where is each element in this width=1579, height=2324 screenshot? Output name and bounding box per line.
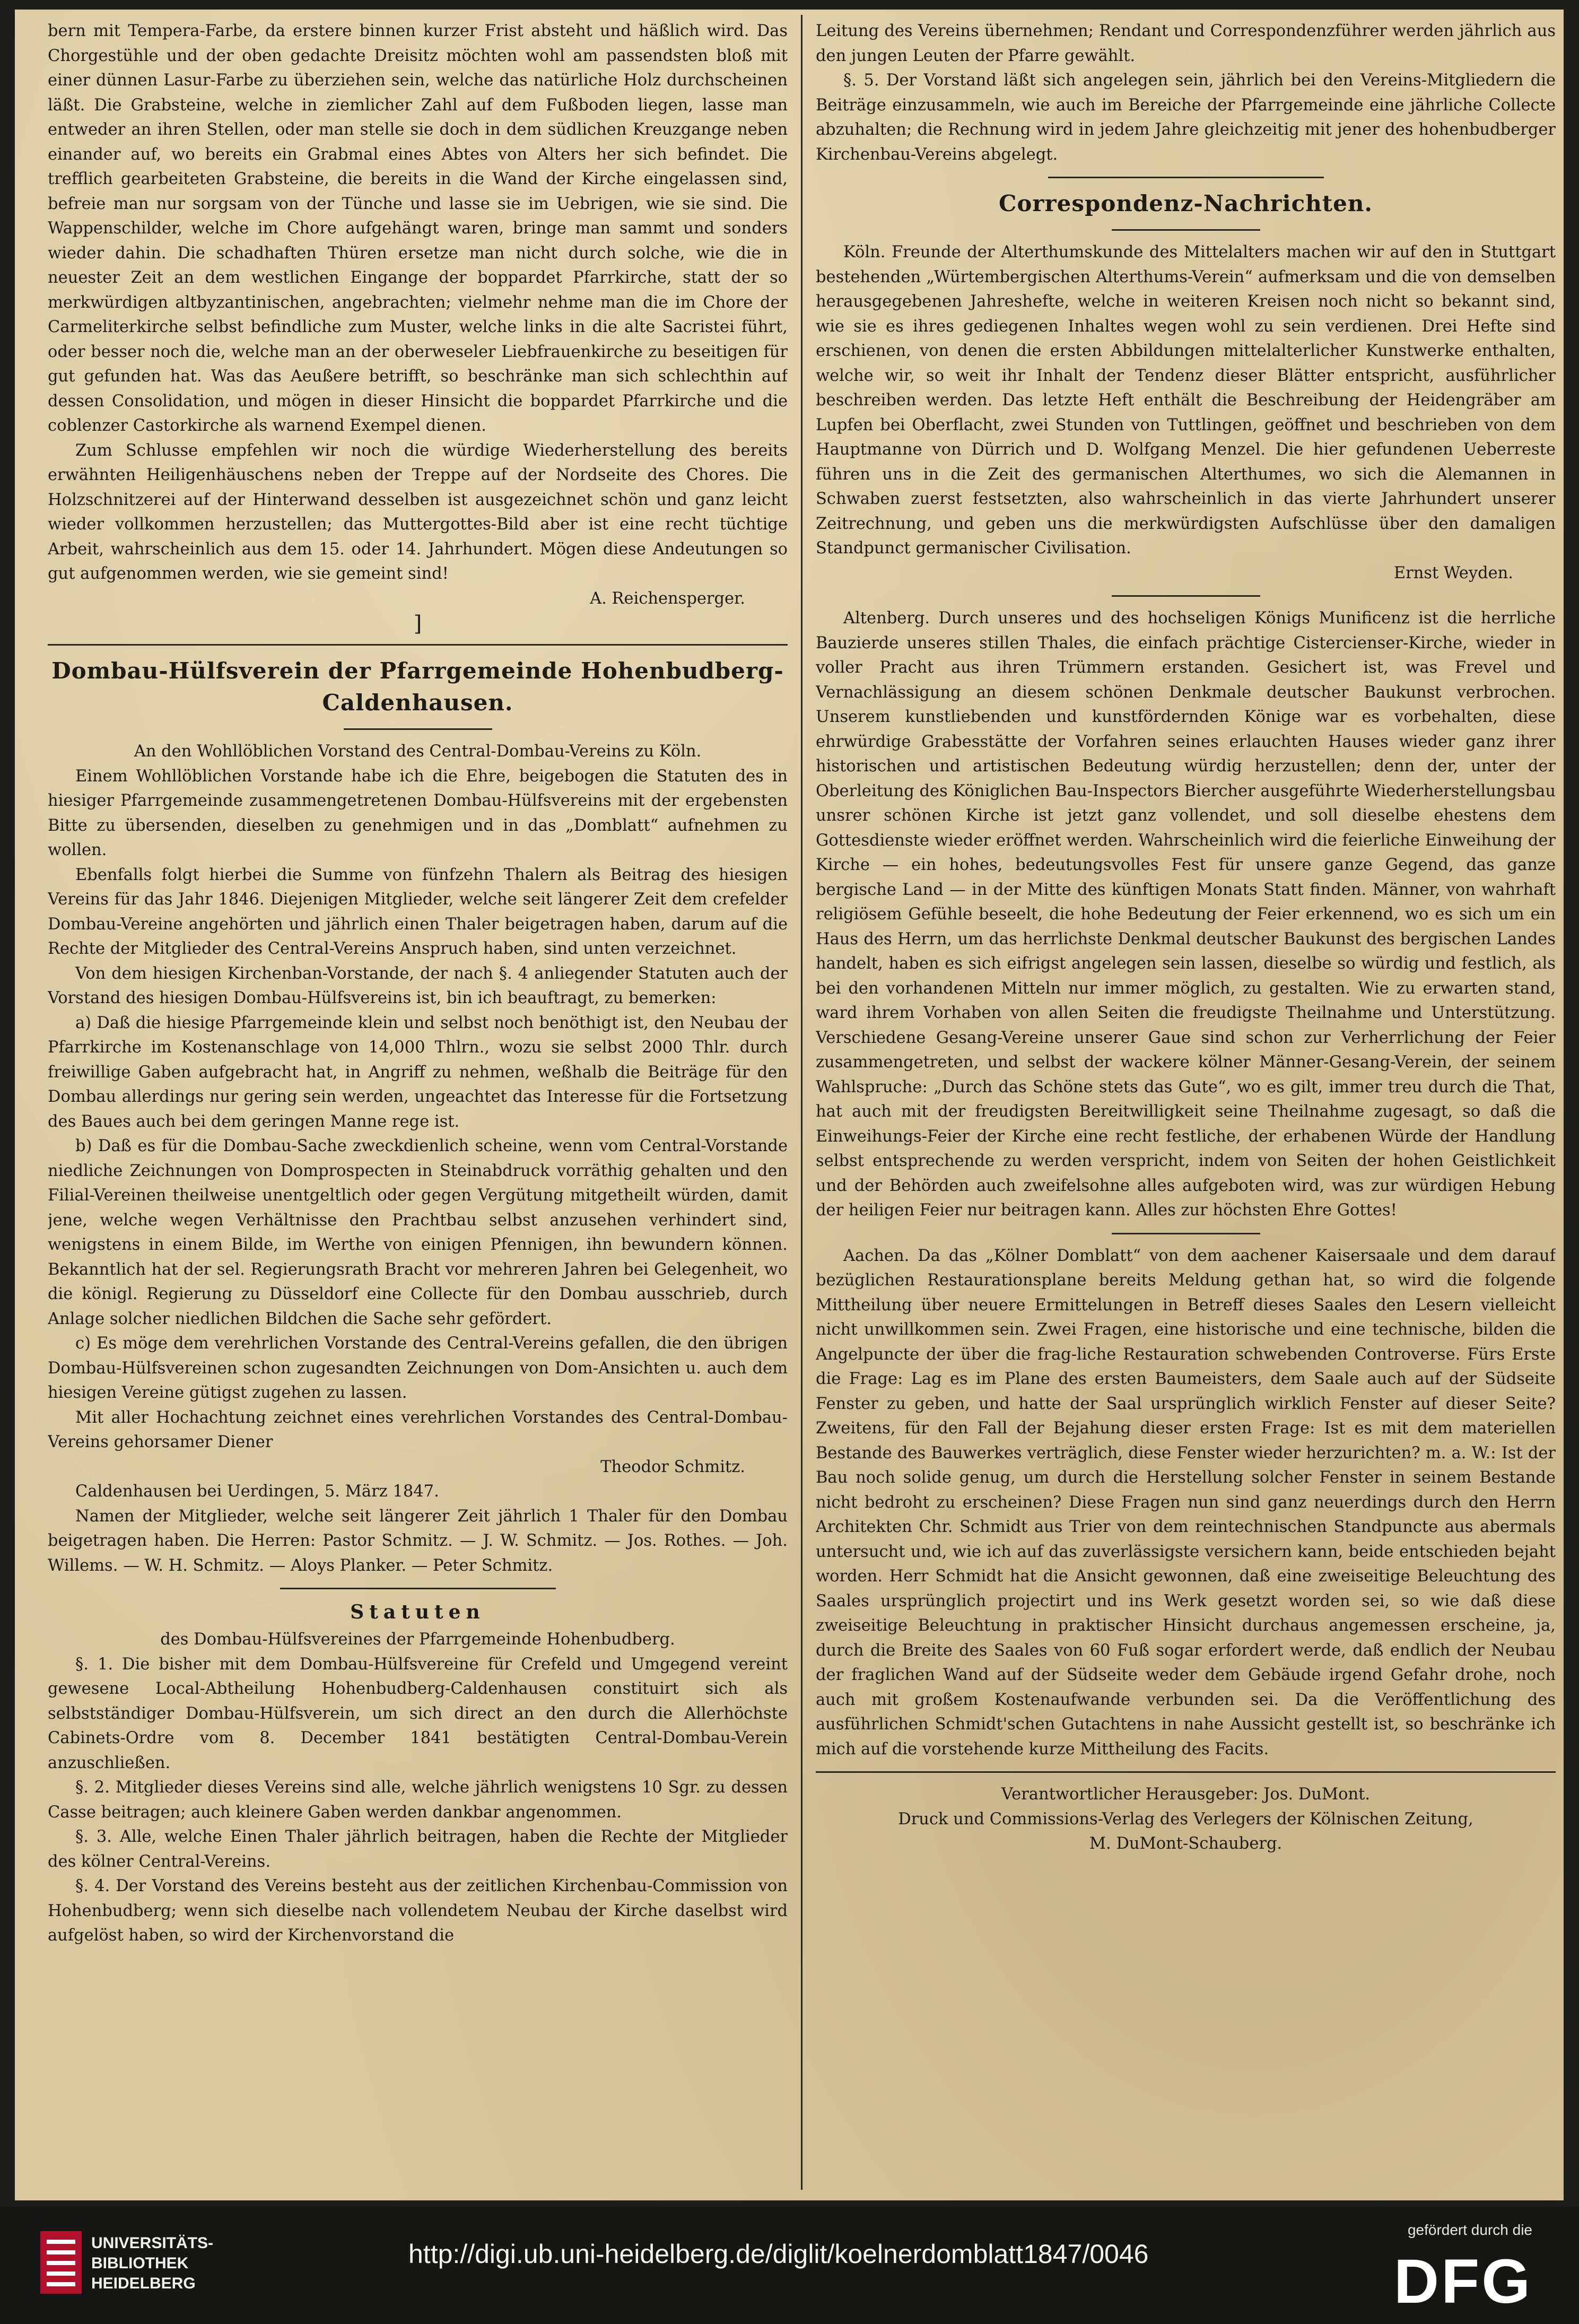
viewer-footer [0, 2207, 1579, 2324]
paragraph: Ebenfalls folgt hierbei die Summe von fünfzehn Thalern als Beitrag des hiesigen Vereins für das Jahr 1846. Diejenigen Mitglieder, welche seit längerer Zeit dem crefelder Dombau-Vereine angehörten und jährlich einen Thaler beigetragen haben, darum auf die Rechte der Mitglieder des Central-Vereins Anspruch haben, sind unten verzeichnet. [48, 865, 788, 958]
statuten-subtitle: des Dombau-Hülfsvereines der Pfarrgemeinde Hohenbudberg. [160, 1630, 675, 1649]
statute-4: §. 4. Der Vorstand des Vereins besteht aus der zeitlichen Kirchenbau-Commission von Hohenbudberg; wenn sich dieselbe nach vollendetem Neubau der Kirche daselbst wird aufgelöst haben, so wird der Kirchenvorstand die [48, 1877, 788, 1945]
column-rule [801, 15, 802, 2190]
imprint-editor: Verantwortlicher Herausgeber: Jos. DuMont. [1001, 1785, 1371, 1804]
left-column [48, 19, 788, 2184]
paragraph: Zum Schlusse empfehlen wir noch die würdige Wiederherstellung des bereits erwähnten Heiligenhäuschens neben der Treppe auf der Nordseite des Chores. Die Holzschnitzerei auf der Hinterwand desselben ist ausgezeichnet schön und ganz leicht wieder vollkommen herzustellen; das Muttergottes-Bild aber ist eine recht tüchtige Arbeit, wahrscheinlich aus dem 15. oder 14. Jahrhundert. Mögen diese Andeutungen so gut aufgenommen werden, wie sie gemeint sind! [48, 441, 788, 583]
imprint-publisher: Druck und Commissions-Verlag des Verlegers der Kölnischen Zeitung, [898, 1809, 1473, 1829]
paragraph: Mit aller Hochachtung zeichnet eines verehrlichen Vorstandes des Central-Dombau-Vereins gehorsamer Diener [48, 1408, 788, 1451]
separator-rule [1112, 595, 1260, 597]
paragraph-c: c) Es möge dem verehrlichen Vorstande des Central-Vereins gefallen, die den übrigen Dombau-Hülfsvereinen schon zugesandten Zeichnungen von Dom-Ansichten u. auch dem hiesigen Vereine gütigst zugehen zu lassen. [48, 1334, 788, 1402]
report-koeln: Köln. Freunde der Alterthumskunde des Mittelalters machen wir auf den in Stuttgart bestehenden „Würtembergischen Alterthums-Verein“ aufmerksam und die von demselben herausgegebenen Jahreshefte, welche in weiteren Kreisen noch nicht so bekannt sind, wie sie es ihres gediegenen Inhaltes wegen wohl zu sein verdienen. Drei Hefte sind erschienen, von denen die ersten Abbildungen mittelalterlicher Kunstwerke enthalten, welche wir, so weit ihr Inhalt der Tendenz dieser Blätter entspricht, ausführlicher beschreiben werden. Das letzte Heft enthält die Beschreibung der Heidengräber am Lupfen bei Oberflacht, zwei Stunden von Tuttlingen, geöffnet und beschrieben von dem Hauptmanne von Dürrich und D. Wolfgang Menzel. Die hier gefundenen Ueberreste führen uns in die Zeit des germanischen Alterthumes, wo sich die Alemannen in Schwaben zuerst festsetzten, also wahrscheinlich in das vierte Jahrhundert unserer Zeitrechnung, und geben uns die merkwürdigsten Aufschlüsse über den damaligen Standpunct germanischer Civilisation. [816, 243, 1556, 558]
heading-dombau-huelfsverein: Dombau-Hülfsverein der Pfarrgemeinde Hohenbudberg-Caldenhausen. [51, 658, 784, 716]
separator-rule [816, 1771, 1556, 1773]
separator-rule [1048, 177, 1324, 178]
dateline: Caldenhausen bei Uerdingen, 5. März 1847. [75, 1482, 439, 1501]
university-library-label [91, 2233, 213, 2294]
separator-rule [1112, 229, 1260, 231]
separator-rule [344, 728, 492, 730]
statute-5: §. 5. Der Vorstand läßt sich angelegen sein, jährlich bei den Vereins-Mitgliedern die Beiträge einzusammeln, wie auch im Bereiche der Pfarrgemeinde eine jährliche Collecte abzuhalten; die Rechnung wird in jedem Jahre gleichzeitig mit jener des hohenbudberger Kirchenbau-Vereins abgelegt. [816, 71, 1556, 164]
article-reichensperger-end: bern mit Tempera-Farbe, da erstere binnen kurzer Frist absteht und häßlich wird. Das Chorgestühle und der oben gedachte Dreisitz möchten wohl am passendsten bloß mit einer dünnen Lasur-Farbe zu überziehen sein, welche das natürliche Holz durchscheinen läßt. Die Grabsteine, welche in ziemlicher Zahl auf dem Fußboden liegen, lasse man entweder an ihren Stellen, oder man stelle sie doch in dem südlichen Kreuzgange neben einander auf, wo bereits ein Grabmal eines Abtes von Alters her sich befindet. Die trefflich gearbeiteten Grabsteine, die bereits in die Wand der Kirche eingelassen sind, befreie man nur sorgsam von der Tünche und lasse sie im Uebrigen, wie sie sind. Die Wappenschilder, welche im Chore aufgehängt waren, bringe man sammt und sonders wieder dahin. Die schadhaften Thüren ersetze man nicht durch solche, wie die in neuester Zeit an dem westlichen Eingange der boppardet Pfarrkirche, statt der so merkwürdigen altbyzantinischen, angebrachten; vielmehr nehme man die im Chore der Carmeliterkirche selbst befindliche zum Muster, welche links in die alte Sacristei führt, oder besser noch die, welche man an der oberweseler Liebfrauenkirche zu beseitigen für gut gefunden hat. Was das Aeußere betrifft, so beschränke man sich schlechthin auf dessen Consolidation, und mögen in dieser Hinsicht die boppardet Pfarrkirche und die coblenzer Castorkirche als warnend Exempel dienen. [48, 22, 788, 435]
signature-reichensperger: A. Reichensperger. [590, 589, 745, 608]
report-altenberg: Altenberg. Durch unseres und des hochseligen Königs Munificenz ist die herrliche Bauzierde unseres stillen Thales, die einfach prächtige Cistercienser-Kirche, wieder in voller Pracht aus ihren Trümmern erstanden. Gesichert ist, was Frevel und Vernachlässigung an diesem schönen Denkmale deutscher Baukunst verbrochen. Unserem kunstliebenden und kunstfördernden Könige war es vorbehalten, diese ehrwürdige Grabesstätte der Vorfahren seines erlauchten Hauses wieder ganz ihrer historischen und artistischen Bedeutung würdig herzustellen; denn der, unter der Oberleitung des Königlichen Bau-Inspectors Biercher ausgeführte Wiederherstellungsbau unsrer schönen Kirche ist jetzt ganz vollendet, und soll dieselbe ehestens dem Gottesdienste wieder eröffnet werden. Wahrscheinlich wird die feierliche Einweihung der Kirche — ein hohes, bedeutungsvolles Fest für unsere ganze Gegend, das ganze bergische Land — in der Mitte des künftigen Monats Statt finden. Männer, von wahrhaft religiösem Gefühle beseelt, die hohe Bedeutung der Feier erkennend, wo es sich um ein Haus des Herrn, um das herrlichste Denkmal deutscher Baukunst des bergischen Landes handelt, haben es sich eifrigst angelegen sein lassen, dieselbe so würdig und festlich, als bei den vorhandenen Mitteln nur immer möglich, zu gestalten. Wie zu erwarten stand, ward ihrem Vorhaben von allen Seiten die freudigste Theilnahme und Unterstützung. Verschiedene Gesang-Vereine unserer Gaue sind schon zur Verherrlichung der Feier zusammengetreten, und selbst der wackere kölner Männer-Gesang-Verein, der seinem Wahlspruche: „Durch das Schöne stets das Gute“, wo es gilt, immer treu durch die That, hat auch mit der freudigsten Bereitwilligkeit seine Theilnahme zugesagt, so daß die Einweihungs-Feier der Kirche eine recht festliche, der erhabenen Würde der Handlung selbst entsprechende zu werden verspricht, indem von Seiten der hohen Geistlichkeit und der Behörden auch zweifelsohne alles aufgeboten wird, was zur würdigen Hebung der heiligen Feier nur beitragen kann. Alles zur höchsten Ehre Gottes! [816, 609, 1556, 1220]
report-aachen: Aachen. Da das „Kölner Domblatt“ von dem aachener Kaisersaale und dem darauf bezüglichen Restaurationsplane bereits Meldung gethan hat, so wird die folgende Mittheilung über neuere Ermittelungen in Betreff dieses Saales den Lesern vielleicht nicht unwillkommen sein. Zwei Fragen, eine historische und eine technische, bilden die Angelpuncte der über die frag-liche Restauration schwebenden Controverse. Fürs Erste die Frage: Lag es im Plane des ersten Baumeisters, dem Saale auch auf der Südseite Fenster zu geben, und hatte der Saal ursprünglich wirklich Fenster auf dieser Seite? Zweitens, für den Fall der Bejahung dieser ersten Frage: Ist es mit dem materiellen Bestande des Bauwerkes verträglich, diese Fenster wieder herzurichten? m. a. W.: Ist der Bau noch solide genug, um durch die Herstellung solcher Fenster in seinem Bestande nicht bedroht zu erscheinen? Diese Fragen nun sind ganz neuerdings durch den Herrn Architekten Chr. Schmidt aus Trier von dem reintechnischen Standpuncte aus abermals untersucht und, wie ich auf das zuverlässigste versichern kann, beide entschieden bejaht worden. Herr Schmidt hat die Ansicht gewonnen, daß eine zweiseitige Beleuchtung des Saales ursprünglich projectirt und ins Werk gesetzt worden sei, so wie daß diese zweiseitige Beleuchtung in praktischer Hinsicht durchaus angemessen erscheine, ja, durch die Breite des Saales von 60 Fuß sogar erfordert werde, daß endlich der Neubau der fraglichen Wand auf der Südseite weder dem Gebäude irgend Gefahr drohe, noch auch mit großem Kostenaufwande verbunden sei. Da die Veröffentlichung des ausführlichen Schmidt'schen Gutachtens in nahe Aussicht gestellt ist, so beschränke ich mich auf die vorstehende kurze Mittheilung des Facits. [816, 1246, 1556, 1759]
heading-statuten: Statuten [350, 1601, 485, 1623]
uni-line-1: UNIVERSITÄTS- [91, 2234, 214, 2252]
statute-1: §. 1. Die bisher mit dem Dombau-Hülfsvereine für Crefeld und Umgegend vereint gewesene Local-Abtheilung Hohenbudberg-Caldenhausen constituirt sich als selbstständiger Dombau-Hülfsverein, um sich direct an den durch die Allerhöchste Cabinets-Ordre vom 8. December 1841 bestätigten Central-Dombau-Verein anzuschließen. [48, 1655, 788, 1772]
paragraph-a: a) Daß die hiesige Pfarrgemeinde klein und selbst noch benöthigt ist, den Neubau der Pfarrkirche im Kostenanschlage von 14,000 Thlrn., wozu sie selbst 2000 Thlr. durch freiwillige Gaben aufgebracht hat, in Angriff zu nehmen, weßhalb die Beiträge für den Dombau allerdings nur gering sein werden, ungeachtet das Interesse für die Fortsetzung des Baues auch bei dem geringen Manne rege ist. [48, 1013, 788, 1131]
university-seal-icon [37, 2228, 85, 2299]
imprint-name: M. DuMont-Schauberg. [1089, 1834, 1283, 1853]
permalink-url[interactable]: http://digi.ub.uni-heidelberg.de/diglit/koelnerdomblatt1847/0046 [408, 2239, 1149, 2269]
separator-rule [280, 1588, 556, 1589]
paragraph: Einem Wohllöblichen Vorstande habe ich die Ehre, beigebogen die Statuten des in hiesiger Pfarrgemeinde zusammengetretenen Dombau-Hülfsvereins mit der ergebensten Bitte zu übersenden, dieselben zu genehmigen und in das „Domblatt“ aufnehmen zu wollen. [48, 767, 788, 859]
right-column [816, 19, 1556, 2184]
dfg-credit-text: gefördert durch die [1407, 2222, 1532, 2238]
newspaper-page [15, 10, 1564, 2200]
statute-2: §. 2. Mitglieder dieses Vereins sind alle, welche jährlich wenigstens 10 Sgr. zu dessen Casse beitragen; auch kleinere Gaben werden dankbar angenommen. [48, 1778, 788, 1822]
dfg-logo-icon: DFG [1393, 2247, 1532, 2317]
paragraph: Von dem hiesigen Kirchenban-Vorstande, der nach §. 4 anliegender Statuten auch der Vorstand des hiesigen Dombau-Hülfsvereins ist, bin ich beauftragt, zu bemerken: [48, 964, 788, 1007]
member-list: Namen der Mitglieder, welche seit längerer Zeit jährlich 1 Thaler für den Dombau beigetragen haben. Die Herren: Pastor Schmitz. — J. W. Schmitz. — Jos. Rothes. — Joh. Willems. — W. H. Schmitz. — Aloys Planker. — Peter Schmitz. [48, 1507, 788, 1575]
separator-rule [48, 644, 788, 646]
signature-weyden: Ernst Weyden. [1393, 563, 1513, 582]
bracket-mark: ] [413, 612, 422, 636]
statute-4-continued: Leitung des Vereins übernehmen; Rendant und Correspondenzführer werden jährlich aus den jungen Leuten der Pfarre gewählt. [816, 22, 1556, 65]
address-line: An den Wohllöblichen Vorstand des Central-Dombau-Vereins zu Köln. [134, 742, 702, 761]
signature-schmitz: Theodor Schmitz. [600, 1457, 745, 1476]
paragraph-b: b) Daß es für die Dombau-Sache zweckdienlich scheine, wenn vom Central-Vorstande niedliche Zeichnungen von Domprospecten in Steinabdruck vorräthig gehalten und den Filial-Vereinen theilweise unentgeltlich oder gegen Vergütung mitgetheilt würden, damit jene, welche wegen Verhältnisse den Prachtbau selbst anzusehen verhindert sind, wenigstens in einem Bilde, im Werthe von einigen Pfennigen, ihn bewundern können. Bekanntlich hat der sel. Regierungsrath Bracht vor mehreren Jahren bei Gelegenheit, wo die königl. Regierung zu Düsseldorf eine Collecte für den Dombau ausschrieb, durch Anlage solcher niedlichen Bildchen die Sache sehr gefördert. [48, 1137, 788, 1328]
uni-line-3: HEIDELBERG [91, 2275, 196, 2292]
heading-correspondenz: Correspondenz-Nachrichten. [998, 190, 1373, 216]
separator-rule [1112, 1233, 1260, 1234]
uni-line-2: BIBLIOTHEK [91, 2255, 189, 2272]
statute-3: §. 3. Alle, welche Einen Thaler jährlich beitragen, haben die Rechte der Mitglieder des kölner Central-Vereins. [48, 1827, 788, 1871]
